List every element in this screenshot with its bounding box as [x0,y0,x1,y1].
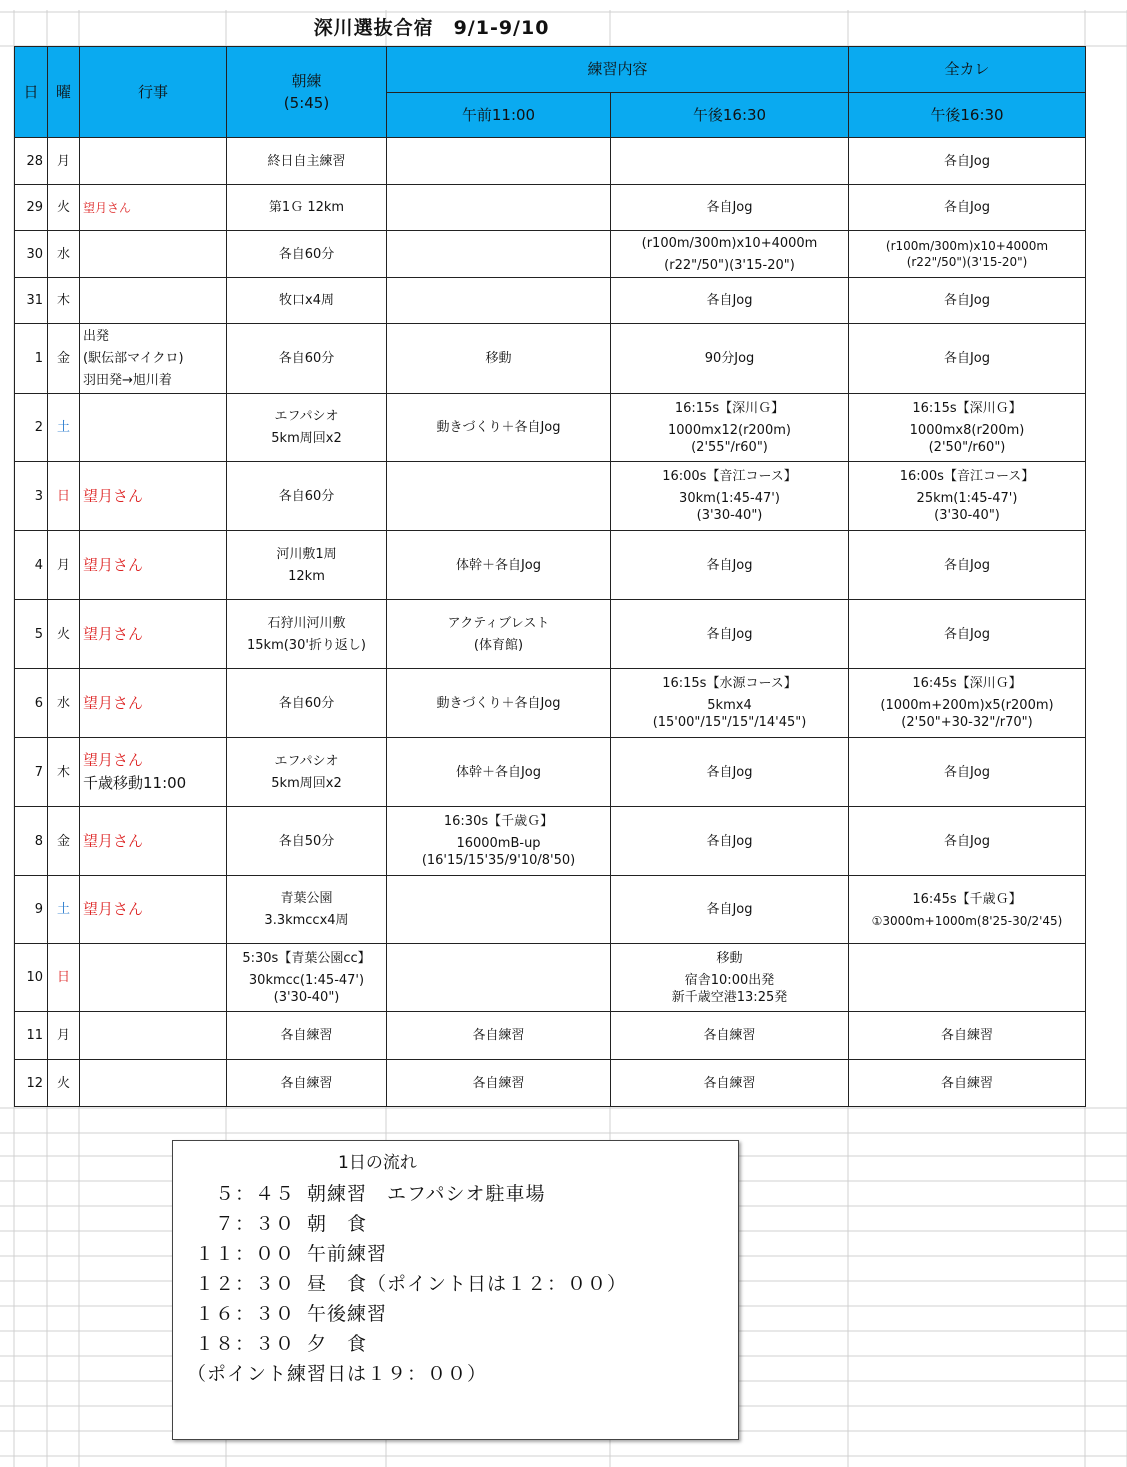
pm-practice-cell-line: (r22"/50")(3'15-20") [664,257,795,273]
daily-flow-time: １８：３０ [194,1333,295,1355]
daily-flow-time: １１：００ [194,1243,295,1265]
am-practice-cell-line: 移動 [485,351,512,366]
zenkare-cell [849,231,1086,278]
header-day: 日 [15,47,48,138]
pm-practice-cell [611,462,849,531]
event-cell [80,738,227,807]
header-pm: 午後16:30 [611,93,849,138]
pm-practice-cell [611,738,849,807]
weekday-cell: 水 [48,669,80,738]
am-practice-cell-line: アクティブレスト [447,615,550,631]
zenkare-cell-line: 各自Jog [943,833,991,849]
am-practice-cell [387,138,611,185]
morning-cell-line: エフパシオ [274,753,339,769]
morning-cell-line: 各自練習 [280,1075,333,1091]
daily-flow-box [172,1140,739,1440]
event-cell [80,531,227,600]
morning-cell-line: 5km周回x2 [271,431,342,446]
morning-cell-line: 5:30s【青葉公園cc】 [242,950,371,966]
morning-cell-line: 各自50分 [278,833,335,849]
event-cell [80,944,227,1012]
day-cell: 6 [15,669,48,738]
header-zenkare-pm: 午後16:30 [849,93,1086,138]
morning-cell [227,944,387,1012]
morning-cell-line: エフパシオ [274,409,339,424]
am-practice-cell [387,669,611,738]
am-practice-cell [387,1012,611,1060]
pm-practice-cell-line: 各自練習 [703,1028,756,1043]
pm-practice-cell [611,1060,849,1107]
table-row [15,1012,1086,1060]
pm-practice-cell-line: 各自Jog [706,833,753,849]
event-cell [80,138,227,185]
am-practice-cell [387,278,611,324]
pm-practice-cell [611,324,849,394]
table-row [15,738,1086,807]
zenkare-cell [849,1060,1086,1107]
zenkare-cell [849,807,1086,876]
am-practice-cell [387,531,611,600]
pm-practice-cell-line: 各自Jog [706,626,753,642]
day-cell: 31 [15,278,48,324]
event-cell [80,462,227,531]
daily-flow-activity: 午前練習 [307,1243,388,1265]
event-cell [80,278,227,324]
morning-cell-line: 15km(30'折り返し) [247,637,366,653]
table-row [15,138,1086,185]
daily-flow-item [183,1239,387,1266]
zenkare-cell [849,669,1086,738]
header-weekday: 曜 [48,47,80,138]
event-cell-line: 望月さん [83,486,144,505]
pm-practice-cell [611,807,849,876]
pm-practice-cell-line: 各自Jog [706,764,753,780]
zenkare-cell [849,324,1086,394]
pm-practice-cell [611,876,849,944]
morning-cell [227,807,387,876]
daily-flow-activity: 朝 食 [307,1213,368,1235]
daily-flow-note: （ポイント練習日は１９：００） [187,1363,488,1385]
weekday-cell: 月 [48,138,80,185]
event-cell [80,1060,227,1107]
pm-practice-cell-line: 5kmx4 [707,698,752,713]
weekday-cell: 月 [48,1012,80,1060]
zenkare-cell [849,876,1086,944]
weekday-cell: 金 [48,807,80,876]
am-practice-cell [387,185,611,231]
daily-flow-item [183,1209,367,1236]
pm-practice-cell-line: 16:00s【音江コース】 [662,469,797,484]
event-cell [80,231,227,278]
am-practice-cell [387,944,611,1012]
zenkare-cell-line: 25km(1:45-47') [916,491,1018,506]
am-practice-cell-line: 16:30s【千歳Ｇ】 [443,814,554,829]
day-cell: 5 [15,600,48,669]
weekday-cell: 月 [48,531,80,600]
am-practice-cell [387,1060,611,1107]
day-cell: 29 [15,185,48,231]
pm-practice-cell-line: 各自Jog [706,902,753,917]
event-cell-line: 望月さん [83,693,144,712]
header-morning [227,47,387,138]
am-practice-cell-line: (体育館) [473,637,524,653]
zenkare-cell [849,944,1086,1012]
daily-flow-activity: 午後練習 [307,1303,388,1325]
zenkare-cell-line: 各自練習 [940,1028,993,1043]
zenkare-cell-line: (2'50"+30-32"/r70") [901,715,1033,730]
am-practice-cell [387,876,611,944]
morning-cell-line: 第1Ｇ 12km [268,200,345,215]
pm-practice-cell-line: 新千歳空港13:25発 [671,989,788,1005]
pm-practice-cell-line: 90分Jog [704,351,755,366]
weekday-cell: 木 [48,278,80,324]
day-cell: 2 [15,394,48,462]
zenkare-cell-line: (r100m/300m)x10+4000m [885,239,1049,253]
daily-flow-activity: 昼 食（ポイント日は１２：００） [307,1273,628,1295]
daily-flow-time: １６：３０ [194,1303,295,1325]
am-practice-cell-line: 16000mB-up [456,836,541,851]
event-cell [80,185,227,231]
weekday-cell: 金 [48,324,80,394]
morning-cell-line: 各自60分 [278,246,335,262]
event-cell-line: 望月さん [83,831,144,850]
table-row [15,462,1086,531]
zenkare-cell-line: 16:45s【深川Ｇ】 [912,676,1022,691]
zenkare-cell-line: (3'30-40") [934,508,1000,523]
zenkare-cell [849,394,1086,462]
event-cell-line: 出発 [83,328,110,344]
morning-cell [227,278,387,324]
pm-practice-cell-line: 移動 [716,950,743,966]
table-row [15,231,1086,278]
am-practice-cell-line: 動きづくり＋各自Jog [436,420,561,435]
day-cell: 9 [15,876,48,944]
event-cell-line: 望月さん [83,900,144,918]
am-practice-cell [387,324,611,394]
morning-cell-line: 12km [288,568,325,584]
pm-practice-cell-line: (2'55"/r60") [691,439,768,455]
pm-practice-cell-line: 各自Jog [706,557,753,573]
pm-practice-cell [611,944,849,1012]
zenkare-cell-line: ①3000m+1000m(8'25-30/2'45) [871,913,1063,928]
event-cell [80,600,227,669]
table-row [15,669,1086,738]
table-row [15,876,1086,944]
am-practice-cell [387,807,611,876]
table-row [15,185,1086,231]
zenkare-cell [849,1012,1086,1060]
morning-cell [227,185,387,231]
pm-practice-cell-line: 1000mx12(r200m) [668,422,791,438]
header-zenkare: 全カレ [849,47,1086,93]
event-cell-line: (駅伝部マイクロ) [83,350,184,366]
zenkare-cell-line: 16:45s【千歳Ｇ】 [912,891,1022,907]
zenkare-cell [849,185,1086,231]
pm-practice-cell [611,600,849,669]
pm-practice-cell-line: (15'00"/15"/15"/14'45") [652,715,807,730]
zenkare-cell [849,531,1086,600]
pm-practice-cell-line: (3'30-40") [696,508,763,523]
morning-cell-line: 各自60分 [278,695,335,711]
zenkare-cell-line: (r22"/50")(3'15-20") [906,255,1028,269]
zenkare-cell-line: 各自練習 [940,1075,993,1091]
am-practice-cell-line: 各自練習 [472,1075,525,1091]
zenkare-cell [849,600,1086,669]
daily-flow-item [183,1299,387,1326]
pm-practice-cell-line: 宿舎10:00出発 [684,972,775,988]
pm-practice-cell [611,531,849,600]
table-row [15,324,1086,394]
morning-cell-line: 各自練習 [280,1028,333,1043]
header-event: 行事 [80,47,227,138]
zenkare-cell-line: 各自Jog [943,200,991,215]
morning-cell [227,876,387,944]
event-cell [80,1012,227,1060]
daily-flow-item [183,1329,367,1356]
header-practice: 練習内容 [387,47,849,93]
am-practice-cell-line: 動きづくり＋各自Jog [436,695,561,711]
morning-cell-line: 30kmcc(1:45-47') [248,972,365,988]
pm-practice-cell [611,138,849,185]
daily-flow-title: 1日の流れ [338,1153,417,1173]
weekday-cell: 水 [48,231,80,278]
pm-practice-cell-line: 各自Jog [706,200,753,215]
daily-flow-item [183,1179,545,1206]
morning-cell [227,138,387,185]
day-cell: 12 [15,1060,48,1107]
table-row [15,278,1086,324]
am-practice-cell-line: 体幹＋各自Jog [455,764,542,780]
morning-cell-line: 終日自主練習 [267,153,346,169]
pm-practice-cell-line: 30km(1:45-47') [679,491,780,506]
event-cell-line: 望月さん [83,555,144,574]
zenkare-cell-line: 各自Jog [943,557,991,573]
morning-cell [227,531,387,600]
weekday-cell: 火 [48,1060,80,1107]
zenkare-cell-line: (2'50"/r60") [928,439,1006,455]
morning-cell [227,1012,387,1060]
morning-cell [227,231,387,278]
zenkare-cell-line: 各自Jog [943,626,991,642]
table-row [15,1060,1086,1107]
morning-cell-line: 石狩川河川敷 [267,615,346,631]
zenkare-cell [849,278,1086,324]
zenkare-cell [849,462,1086,531]
table-row [15,531,1086,600]
day-cell: 4 [15,531,48,600]
morning-cell-line: 青葉公園 [280,891,333,906]
zenkare-cell-line: (1000m+200m)x5(r200m) [880,698,1054,713]
weekday-cell: 木 [48,738,80,807]
zenkare-cell-line: 1000mx8(r200m) [909,422,1025,438]
weekday-cell: 火 [48,600,80,669]
zenkare-cell-line: 16:00s【音江コース】 [899,469,1035,484]
am-practice-cell [387,231,611,278]
morning-cell-line: 3.3kmccx4周 [264,913,349,928]
morning-cell-line: 牧口x4周 [279,293,334,308]
zenkare-cell-line: 16:15s【深川Ｇ】 [912,400,1022,416]
day-cell: 8 [15,807,48,876]
event-cell [80,807,227,876]
morning-cell [227,462,387,531]
pm-practice-cell [611,231,849,278]
zenkare-cell [849,138,1086,185]
pm-practice-cell-line: 16:15s【深川Ｇ】 [674,400,785,416]
daily-flow-time: ７：３０ [214,1213,295,1235]
event-cell-line: 千歳移動11:00 [83,774,187,792]
event-cell [80,394,227,462]
pm-practice-cell [611,669,849,738]
pm-practice-cell [611,185,849,231]
table-row [15,600,1086,669]
schedule-table [14,46,1086,1107]
pm-practice-cell [611,394,849,462]
event-cell-line: 望月さん [83,751,144,769]
morning-cell [227,600,387,669]
day-cell: 10 [15,944,48,1012]
weekday-cell: 日 [48,944,80,1012]
zenkare-cell-line: 各自Jog [943,351,991,366]
day-cell: 3 [15,462,48,531]
day-cell: 30 [15,231,48,278]
table-row [15,394,1086,462]
am-practice-cell [387,600,611,669]
day-cell: 1 [15,324,48,394]
pm-practice-cell-line: 16:15s【水源コース】 [662,676,797,691]
event-cell-line: 望月さん [83,624,144,643]
morning-cell [227,1060,387,1107]
morning-cell-line: 各自60分 [278,488,335,504]
day-cell: 7 [15,738,48,807]
event-cell [80,324,227,394]
table-row [15,807,1086,876]
pm-practice-cell [611,278,849,324]
am-practice-cell [387,738,611,807]
header-morning-time: (5:45) [283,93,330,112]
daily-flow-activity: 夕 食 [307,1333,368,1355]
am-practice-cell-line: 各自練習 [472,1028,525,1043]
am-practice-cell-line: (16'15/15'35/9'10/8'50) [421,853,576,868]
event-cell [80,876,227,944]
header-morning-label: 朝練 [291,71,322,90]
daily-flow-time: １２：３０ [194,1273,295,1295]
am-practice-cell-line: 体幹＋各自Jog [455,557,542,573]
event-cell-line: 羽田発→旭川着 [83,372,172,388]
day-cell: 28 [15,138,48,185]
schedule-body [15,138,1086,1107]
am-practice-cell [387,462,611,531]
zenkare-cell-line: 各自Jog [943,764,991,780]
weekday-cell: 土 [48,394,80,462]
weekday-cell: 日 [48,462,80,531]
morning-cell-line: 河川敷1周 [276,546,337,562]
am-practice-cell [387,394,611,462]
morning-cell [227,738,387,807]
morning-cell-line: (3'30-40") [273,989,340,1005]
weekday-cell: 火 [48,185,80,231]
page-title: 深川選抜合宿 9/1-9/10 [313,17,550,39]
pm-practice-cell-line: 各自Jog [706,293,753,308]
zenkare-cell [849,738,1086,807]
day-cell: 11 [15,1012,48,1060]
zenkare-cell-line: 各自Jog [943,153,991,169]
pm-practice-cell [611,1012,849,1060]
daily-flow-item [183,1269,627,1296]
morning-cell [227,394,387,462]
pm-practice-cell-line: (r100m/300m)x10+4000m [641,235,818,251]
header-am: 午前11:00 [387,93,611,138]
zenkare-cell-line: 各自Jog [943,293,991,308]
event-cell-line: 望月さん [83,200,132,215]
event-cell [80,669,227,738]
morning-cell [227,669,387,738]
daily-flow-activity: 朝練習 エフパシオ駐車場 [307,1183,546,1205]
morning-cell-line: 5km周回x2 [271,775,342,791]
morning-cell [227,324,387,394]
table-row [15,944,1086,1012]
weekday-cell: 土 [48,876,80,944]
daily-flow-time: ５：４５ [214,1183,295,1205]
pm-practice-cell-line: 各自練習 [703,1075,756,1091]
morning-cell-line: 各自60分 [278,351,335,366]
